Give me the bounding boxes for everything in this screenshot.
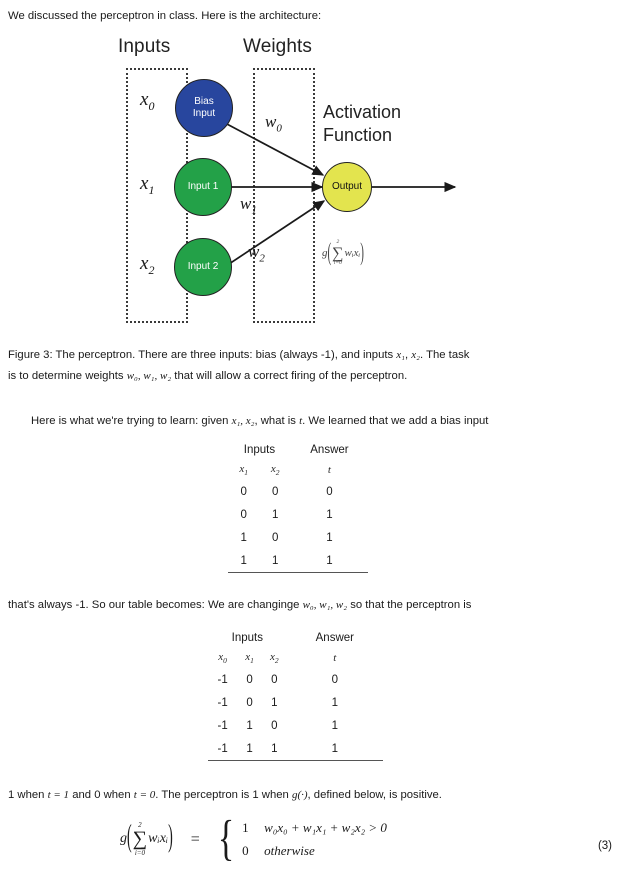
caption-prefix: Figure 3: The perceptron. There are three inputs: bias (always -1), and inputs	[8, 349, 397, 361]
table1-col-x1: $x_1$	[239, 462, 249, 478]
equation-3-case-1	[242, 820, 387, 836]
table2-r1-c1: 0	[246, 696, 253, 709]
table1-col-t: t	[327, 464, 331, 476]
table2-r3-c0: -1	[208, 737, 237, 761]
table2-group-inputs: Inputs	[231, 632, 263, 644]
equation-3-sigma-stack	[133, 822, 147, 856]
input-label-x1-text: $x_1$	[140, 173, 155, 197]
figure-sum-upper: 2	[336, 239, 340, 245]
table1-r0-c1: 0	[271, 485, 279, 498]
table2-col-t: t	[333, 652, 337, 664]
node-output-label: Output	[331, 181, 363, 192]
p3-math-weights: w₀, w₁, w₂	[302, 599, 348, 611]
paragraph-learning-goal	[31, 414, 488, 429]
table-row	[208, 737, 383, 761]
table1-r3-c2: 1	[291, 549, 368, 573]
table2-r1-c2: 1	[271, 696, 278, 709]
p4-math-g: g(·)	[291, 789, 308, 801]
weight-label-w2	[248, 242, 265, 264]
table2-column-header-row	[208, 648, 383, 668]
p2-suffix: . We learned that we add a bias input	[302, 415, 489, 427]
table1-r1-c0: 0	[240, 508, 247, 521]
figure-sum-sigma: ∑	[332, 244, 344, 262]
table1-r2-c1: 0	[271, 531, 279, 544]
intro-paragraph	[8, 9, 321, 24]
equation-3-rparen: )	[168, 821, 173, 856]
table1-r3-c1: 1	[259, 549, 290, 573]
table2-r2-c2: 0	[271, 719, 278, 732]
node-input-2[interactable]	[174, 238, 232, 296]
table-row	[228, 549, 368, 573]
table2-r3-c2: 1	[262, 737, 287, 761]
weight-label-w0	[265, 112, 282, 134]
p3-suffix: so that the perceptron is	[347, 599, 472, 611]
table2-col-x2: $x_2$	[269, 650, 279, 666]
table2-r2-c0: -1	[217, 719, 228, 732]
node-bias-input[interactable]	[175, 79, 233, 137]
figure-sum-rparen: )	[360, 239, 364, 268]
node-bias-label-line2: Input	[192, 108, 216, 119]
equation-3-equals: =	[190, 830, 200, 848]
equation-3-sigma: ∑	[132, 828, 148, 851]
weight-label-w2-text: $w_2$	[248, 242, 265, 265]
equation-3-number: (3)	[597, 840, 612, 852]
caption-sep: ,	[405, 349, 412, 361]
display-equation-3	[0, 812, 626, 882]
p4-c: . The perceptron is 1 when	[155, 789, 292, 801]
equation-3-g: g	[120, 831, 127, 847]
equation-3-lower: i=0	[134, 848, 145, 857]
equation-3-case2-value: 0	[242, 843, 249, 858]
table2-r3-c3: 1	[287, 737, 383, 761]
table1-r3-c0: 1	[228, 549, 259, 573]
p2-mid: , what is	[254, 415, 300, 427]
truth-table-2	[208, 628, 383, 761]
node-bias-label-line1: Bias	[194, 96, 214, 107]
table2-group-header-row	[208, 628, 383, 648]
p2-math-t: t	[299, 415, 303, 427]
paragraph-perceptron-output	[8, 788, 442, 803]
table2-col-x1: $x_1$	[245, 650, 254, 666]
p4-d: , defined below, is positive.	[307, 789, 442, 801]
figure-sum-term: wᵢxᵢ	[344, 247, 361, 260]
perceptron-figure	[0, 26, 626, 326]
table2-r0-c3: 0	[331, 673, 339, 686]
paragraph-table-becomes	[8, 598, 471, 613]
table2-r1-c0: -1	[217, 696, 228, 709]
intro-text: We discussed the perceptron in class. Here is the architecture:	[8, 10, 322, 22]
figure-sum-sigma-stack	[332, 240, 343, 267]
table2-r0-c0: -1	[217, 673, 228, 686]
caption2-math-weights: w₀, w₁, w₂	[126, 370, 172, 382]
node-input2-label: Input 2	[187, 261, 219, 272]
figure-caption-line-1	[8, 348, 469, 363]
table1-column-header-row	[228, 460, 368, 480]
equation-3-case1-value: 1	[242, 820, 249, 835]
p2-math-inputs: x₁, x₂	[231, 415, 255, 427]
equation-3-brace: {	[217, 811, 235, 866]
equation-3-cases	[242, 820, 387, 859]
table1-col-x2: $x_2$	[270, 462, 280, 478]
table2-r1-c3: 1	[331, 696, 339, 709]
table1-group-answer: Answer	[310, 444, 349, 456]
weight-label-w1	[240, 194, 257, 216]
p2-prefix: Here is what we're trying to learn: given	[31, 415, 232, 427]
input-label-x0	[140, 89, 154, 114]
equation-3-case2-expr: otherwise	[264, 843, 315, 858]
table1-r0-c0: 0	[240, 485, 247, 498]
table2-r0-c2: 0	[271, 673, 278, 686]
node-input-1[interactable]	[174, 158, 232, 216]
figure-sum-lower: i=0	[333, 260, 342, 267]
input-label-x1	[140, 173, 154, 198]
table2-body	[208, 668, 383, 761]
table2-r2-c1: 1	[246, 719, 253, 732]
figure-sum-lparen: (	[327, 239, 332, 268]
table1-r2-c0: 1	[240, 531, 247, 544]
input-label-x2-text: $x_2$	[140, 253, 155, 277]
caption-math-x2: x₂	[411, 349, 420, 361]
input-label-x0-text: $x_0$	[140, 89, 155, 113]
weight-label-w0-text: $w_0$	[265, 112, 282, 135]
table2-r0-c1: 0	[246, 673, 253, 686]
figure-arrows	[0, 26, 626, 326]
figure-header-inputs: Inputs	[118, 36, 171, 57]
table1-group-header-row	[228, 440, 368, 460]
table-row	[208, 668, 383, 691]
table1-r2-c2: 1	[326, 531, 333, 544]
caption2-prefix: is to determine weights	[8, 370, 127, 382]
table2-r3-c1: 1	[237, 737, 262, 761]
table-row	[228, 503, 368, 526]
equation-3-lparen: (	[127, 821, 132, 856]
equation-3-body	[120, 811, 387, 866]
p4-a: 1 when	[8, 789, 48, 801]
caption2-suffix: that will allow a correct firing of the perceptron.	[171, 370, 408, 382]
table1-r1-c2: 1	[326, 508, 333, 521]
figure-header-weights: Weights	[243, 36, 312, 57]
equation-3-term: wᵢxᵢ	[148, 831, 169, 847]
table1-body	[228, 480, 368, 573]
figure-sum-g: g	[322, 247, 328, 260]
table2-col-x0: $x_0$	[218, 650, 227, 666]
equation-3-upper: 2	[138, 821, 142, 830]
activation-label-line1: Activation	[323, 102, 402, 122]
p4-math-t-eq-0: t = 0	[133, 789, 156, 801]
figure-caption-line-2	[8, 369, 407, 384]
table1-r0-c2: 0	[326, 485, 333, 498]
table-row	[208, 714, 383, 737]
p3-prefix: that's always -1. So our table becomes: We are changinge	[8, 599, 303, 611]
p4-b: and 0 when	[69, 789, 134, 801]
node-input1-label: Input 1	[187, 181, 219, 192]
table2-r2-c3: 1	[331, 719, 339, 732]
equation-3-lhs	[120, 822, 173, 856]
table1-group-inputs: Inputs	[243, 444, 276, 456]
table-row	[208, 691, 383, 714]
truth-table-1	[228, 440, 368, 573]
equation-3-case-2	[242, 843, 387, 859]
table1-r1-c1: 1	[271, 508, 279, 521]
p4-math-t-eq-1: t = 1	[47, 789, 70, 801]
input-label-x2	[140, 253, 154, 278]
weight-label-w1-text: $w_1$	[240, 194, 257, 217]
table2-group-answer: Answer	[315, 632, 354, 644]
node-output[interactable]	[322, 162, 372, 212]
table-row	[228, 480, 368, 503]
activation-label-line2: Function	[323, 125, 393, 145]
activation-function-label	[323, 101, 401, 147]
caption-math-x1: x₁	[396, 349, 405, 361]
table-row	[228, 526, 368, 549]
caption-suffix: . The task	[420, 349, 470, 361]
equation-3-case1-expr: w₀x₀ + w₁x₁ + w₂x₂ > 0	[264, 820, 387, 835]
figure-sum-expression	[322, 240, 364, 267]
